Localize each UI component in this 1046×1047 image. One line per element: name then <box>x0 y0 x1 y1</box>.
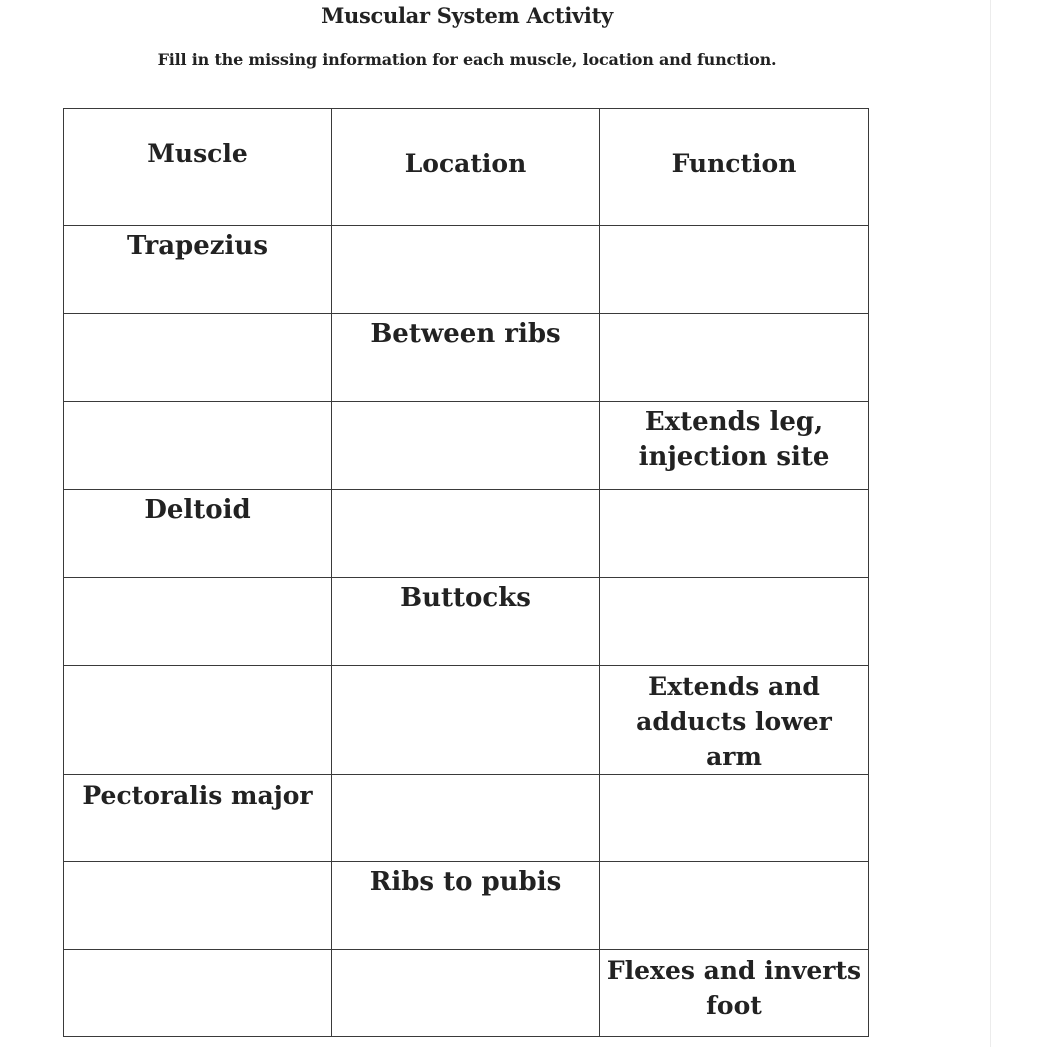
function-cell[interactable] <box>600 862 869 950</box>
muscle-cell[interactable] <box>64 314 332 402</box>
muscle-cell[interactable]: Deltoid <box>64 490 332 578</box>
function-cell[interactable]: Extends leg, injection site <box>600 402 869 490</box>
function-cell[interactable] <box>600 490 869 578</box>
function-cell[interactable]: Flexes and inverts foot <box>600 950 869 1037</box>
page-edge-divider <box>990 0 991 1047</box>
location-cell[interactable]: Between ribs <box>332 314 600 402</box>
table-row <box>64 402 869 490</box>
header-location: Location <box>332 109 600 226</box>
location-cell[interactable] <box>332 490 600 578</box>
muscle-cell[interactable] <box>64 666 332 775</box>
function-cell[interactable] <box>600 226 869 314</box>
table-row <box>64 666 869 775</box>
muscle-cell[interactable]: Trapezius <box>64 226 332 314</box>
worksheet-title: Muscular System Activity <box>321 3 613 28</box>
table-row <box>64 578 869 666</box>
function-cell[interactable]: Extends and adducts lower arm <box>600 666 869 775</box>
table-row <box>64 950 869 1037</box>
muscle-table <box>63 108 869 1037</box>
location-cell[interactable]: Buttocks <box>332 578 600 666</box>
table-row <box>64 314 869 402</box>
muscle-cell[interactable]: Pectoralis major <box>64 775 332 862</box>
table-header-row <box>64 109 869 226</box>
function-cell[interactable] <box>600 578 869 666</box>
table-row <box>64 490 869 578</box>
muscle-cell[interactable] <box>64 578 332 666</box>
muscle-cell[interactable] <box>64 950 332 1037</box>
location-cell[interactable]: Ribs to pubis <box>332 862 600 950</box>
table-row <box>64 862 869 950</box>
muscle-cell[interactable] <box>64 402 332 490</box>
location-cell[interactable] <box>332 666 600 775</box>
location-cell[interactable] <box>332 950 600 1037</box>
table-row <box>64 226 869 314</box>
location-cell[interactable] <box>332 775 600 862</box>
header-muscle: Muscle <box>64 109 332 226</box>
muscle-cell[interactable] <box>64 862 332 950</box>
function-cell[interactable] <box>600 314 869 402</box>
header-function: Function <box>600 109 869 226</box>
function-cell[interactable] <box>600 775 869 862</box>
worksheet-instructions: Fill in the missing information for each muscle, location and function. <box>157 50 777 69</box>
table-row <box>64 775 869 862</box>
location-cell[interactable] <box>332 402 600 490</box>
location-cell[interactable] <box>332 226 600 314</box>
